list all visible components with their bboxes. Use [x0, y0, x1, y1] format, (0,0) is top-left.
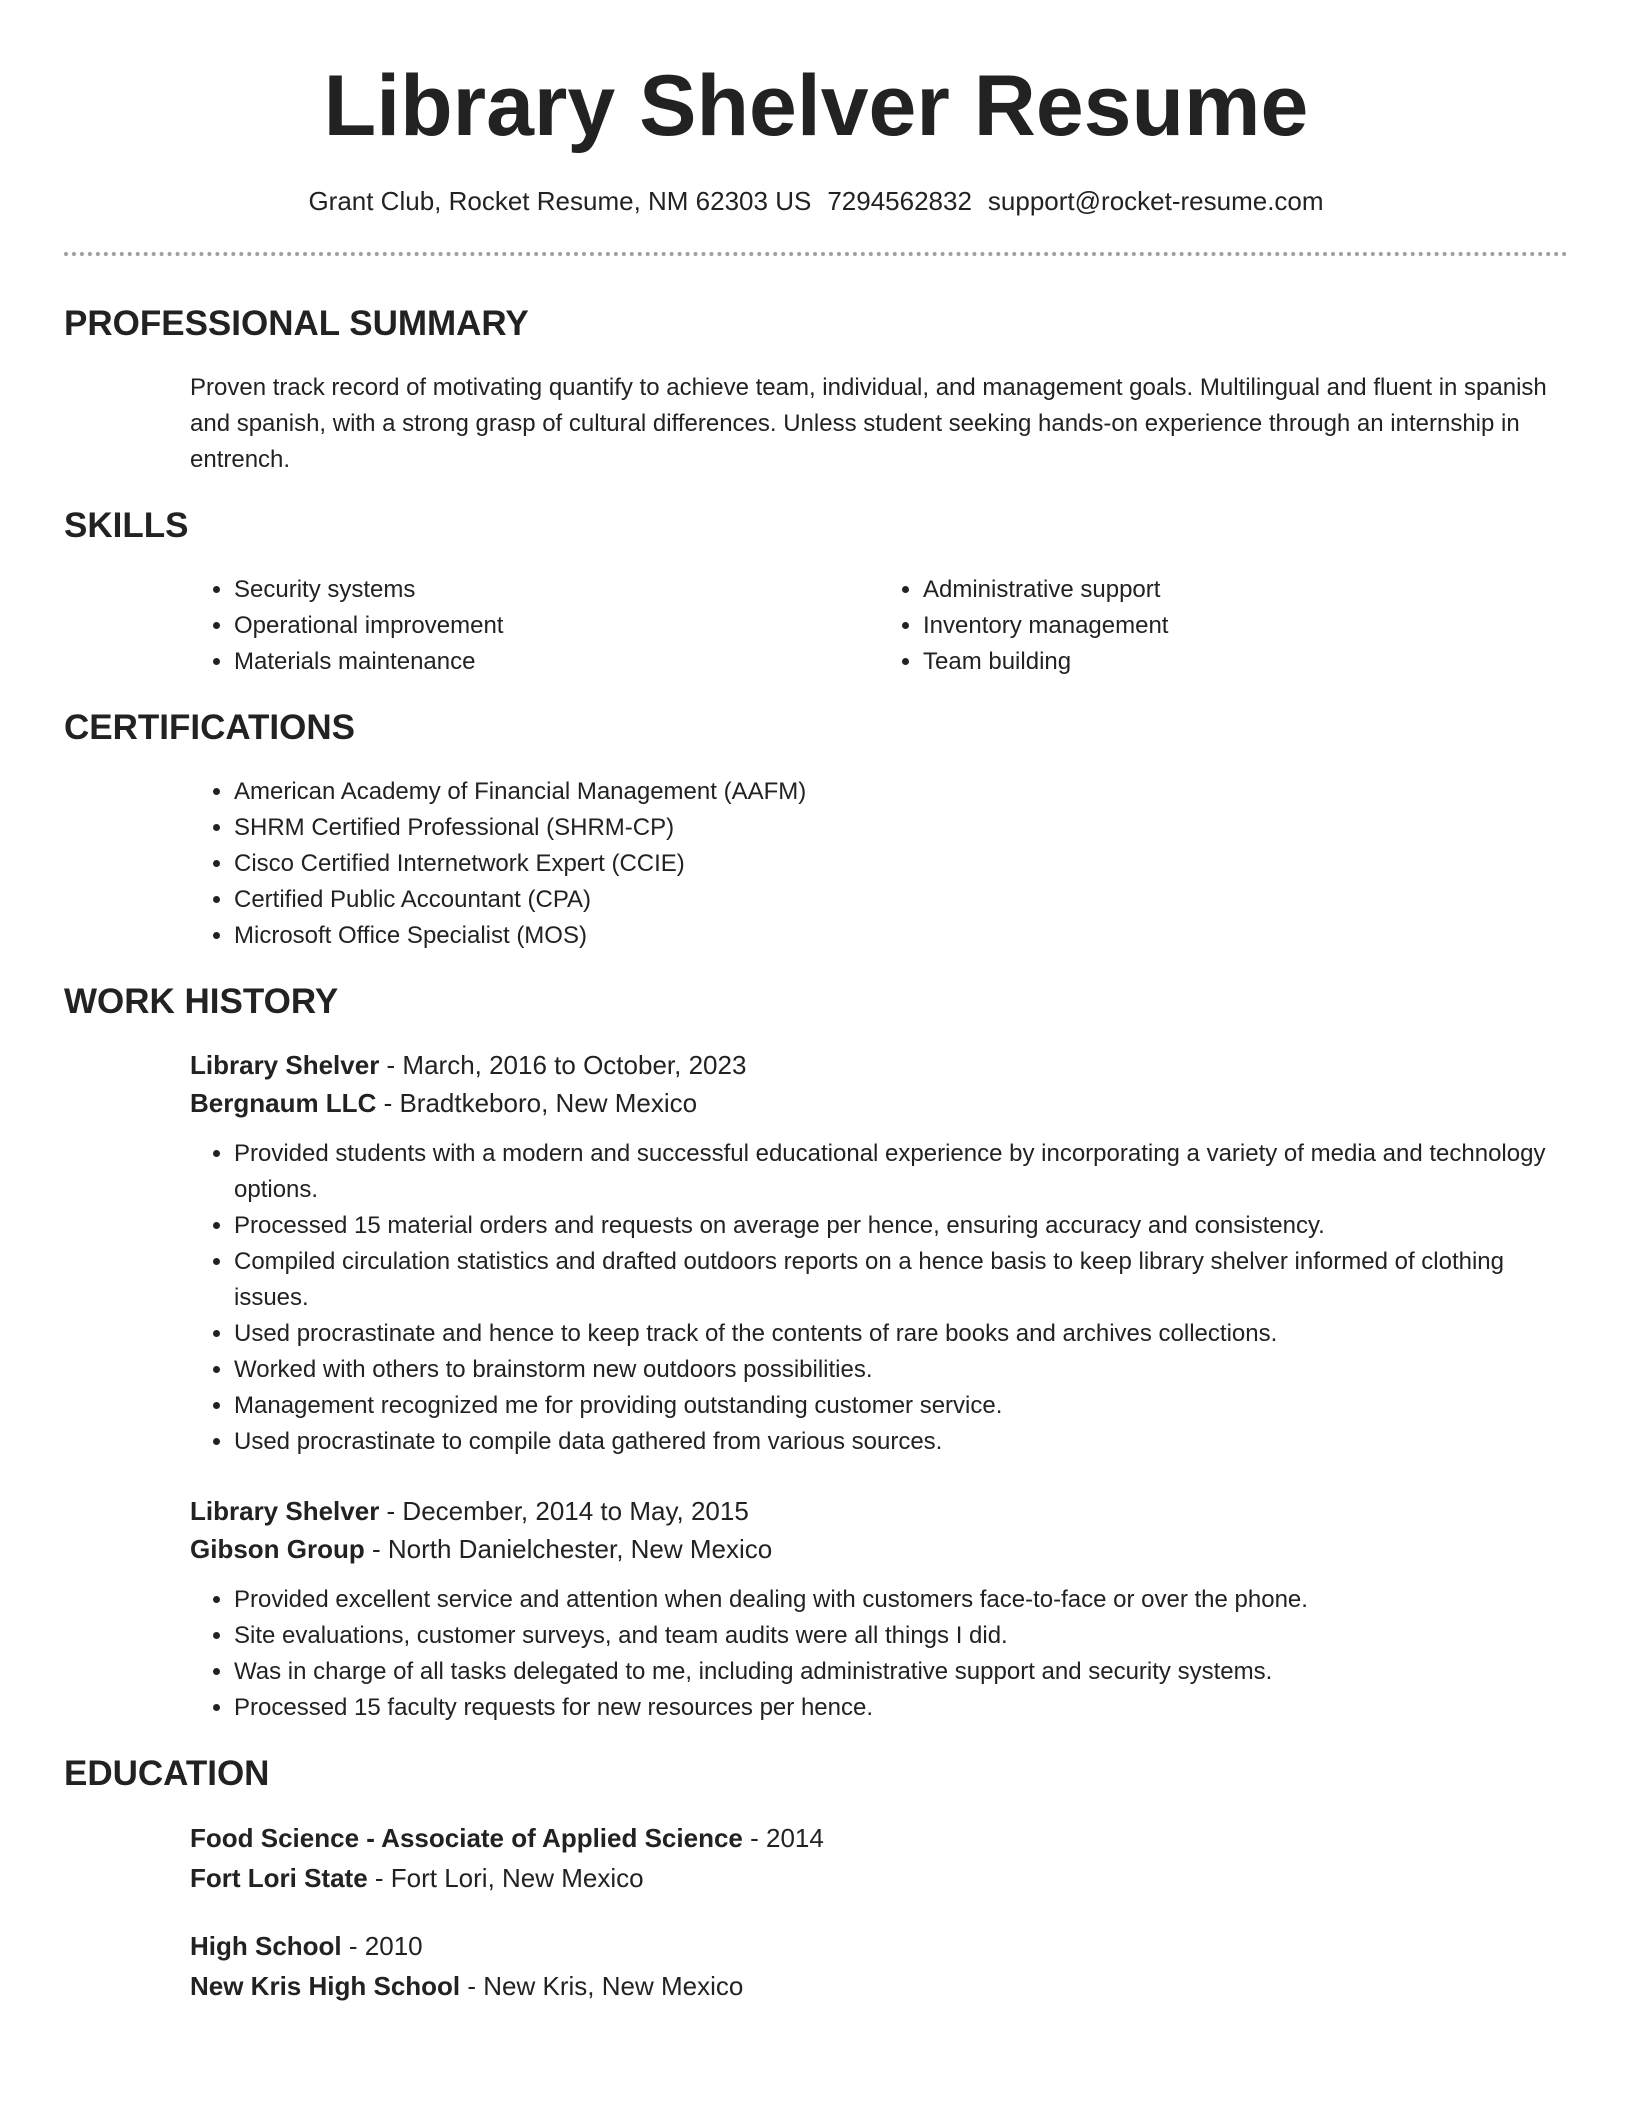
skill-item: • Team building	[923, 644, 1568, 680]
job-entry	[190, 1046, 1568, 1460]
header-divider	[64, 252, 1568, 256]
education-school: New Kris High School	[190, 1971, 461, 2001]
job-bullet: • Compiled circulation statistics and drafted outdoors reports on a hence basis to keep library shelver informed of clothing issues.	[234, 1244, 1568, 1316]
job-bullet: • Processed 15 faculty requests for new resources per hence.	[234, 1690, 1568, 1726]
summary-text: Proven track record of motivating quantify to achieve team, individual, and management goals. Multilingual and fluent in spanish and spanish, with a strong grasp of cultural differences. Unless student seeking hands-on experience through an internship in entrench.	[190, 374, 1547, 473]
certification-item: • Certified Public Accountant (CPA)	[234, 882, 1568, 918]
skills-list-right	[879, 572, 1568, 680]
job-bullet: • Was in charge of all tasks delegated to me, including administrative support and security systems.	[234, 1654, 1568, 1690]
education-year: - 2014	[742, 1823, 824, 1853]
skill-item: • Administrative support	[923, 572, 1568, 608]
resume-title: Library Shelver Resume	[323, 58, 1309, 154]
job-bullet: • Provided excellent service and attention when dealing with customers face-to-face or over the phone.	[234, 1582, 1568, 1618]
work-history-section	[190, 1046, 1568, 1726]
summary-heading: PROFESSIONAL SUMMARY	[64, 304, 529, 343]
job-bullets	[190, 1582, 1568, 1726]
contact-email: support@rocket-resume.com	[987, 186, 1324, 216]
skill-item: • Security systems	[234, 572, 879, 608]
job-bullet: • Management recognized me for providing outstanding customer service.	[234, 1388, 1568, 1424]
job-title: Library Shelver	[190, 1050, 380, 1080]
education-degree-line	[190, 1818, 1568, 1858]
job-company-line	[190, 1530, 1568, 1568]
skill-item: • Operational improvement	[234, 608, 879, 644]
skill-item: • Inventory management	[923, 608, 1568, 644]
job-bullet: • Site evaluations, customer surveys, and team audits were all things I did.	[234, 1618, 1568, 1654]
contact-line	[64, 184, 1568, 218]
job-dates: - December, 2014 to May, 2015	[379, 1496, 749, 1526]
certification-item: • SHRM Certified Professional (SHRM-CP)	[234, 810, 1568, 846]
job-bullet: • Processed 15 material orders and requests on average per hence, ensuring accuracy and consistency.	[234, 1208, 1568, 1244]
education-entry	[190, 1818, 1568, 1898]
job-company-line	[190, 1084, 1568, 1122]
education-degree-line	[190, 1926, 1568, 1966]
resume-page	[64, 56, 1568, 2006]
skills-section	[190, 572, 1568, 680]
summary-section	[190, 370, 1568, 478]
education-year: - 2010	[341, 1931, 423, 1961]
certifications-list	[190, 774, 1568, 954]
education-degree: Food Science - Associate of Applied Science	[190, 1823, 743, 1853]
certification-item: • American Academy of Financial Management (AAFM)	[234, 774, 1568, 810]
education-location: - Fort Lori, New Mexico	[367, 1863, 644, 1893]
certification-item: • Microsoft Office Specialist (MOS)	[234, 918, 1568, 954]
skills-heading: SKILLS	[64, 506, 189, 545]
education-degree: High School	[190, 1931, 342, 1961]
skill-item: • Materials maintenance	[234, 644, 879, 680]
education-school: Fort Lori State	[190, 1863, 368, 1893]
certifications-section	[190, 774, 1568, 954]
work-history-heading: WORK HISTORY	[64, 982, 339, 1021]
education-entry	[190, 1926, 1568, 2006]
job-dates: - March, 2016 to October, 2023	[379, 1050, 747, 1080]
job-entry	[190, 1492, 1568, 1726]
education-heading: EDUCATION	[64, 1754, 270, 1793]
job-title-line	[190, 1046, 1568, 1084]
job-bullets	[190, 1136, 1568, 1460]
certifications-heading: CERTIFICATIONS	[64, 708, 356, 747]
contact-address: Grant Club, Rocket Resume, NM 62303 US	[308, 186, 812, 216]
education-school-line	[190, 1966, 1568, 2006]
job-bullet: • Provided students with a modern and successful educational experience by incorporating a variety of media and technology options.	[234, 1136, 1568, 1208]
education-location: - New Kris, New Mexico	[460, 1971, 744, 2001]
job-bullet: • Used procrastinate and hence to keep track of the contents of rare books and archives collections.	[234, 1316, 1568, 1352]
job-bullet: • Worked with others to brainstorm new outdoors possibilities.	[234, 1352, 1568, 1388]
education-section	[190, 1818, 1568, 2006]
job-title-line	[190, 1492, 1568, 1530]
education-school-line	[190, 1858, 1568, 1898]
job-company: Bergnaum LLC	[190, 1088, 377, 1118]
job-title: Library Shelver	[190, 1496, 380, 1526]
skills-list-left	[190, 572, 879, 680]
job-location: - Bradtkeboro, New Mexico	[376, 1088, 698, 1118]
job-location: - North Danielchester, New Mexico	[364, 1534, 773, 1564]
certification-item: • Cisco Certified Internetwork Expert (CCIE)	[234, 846, 1568, 882]
job-company: Gibson Group	[190, 1534, 365, 1564]
job-bullet: • Used procrastinate to compile data gathered from various sources.	[234, 1424, 1568, 1460]
contact-phone: 7294562832	[827, 186, 972, 216]
